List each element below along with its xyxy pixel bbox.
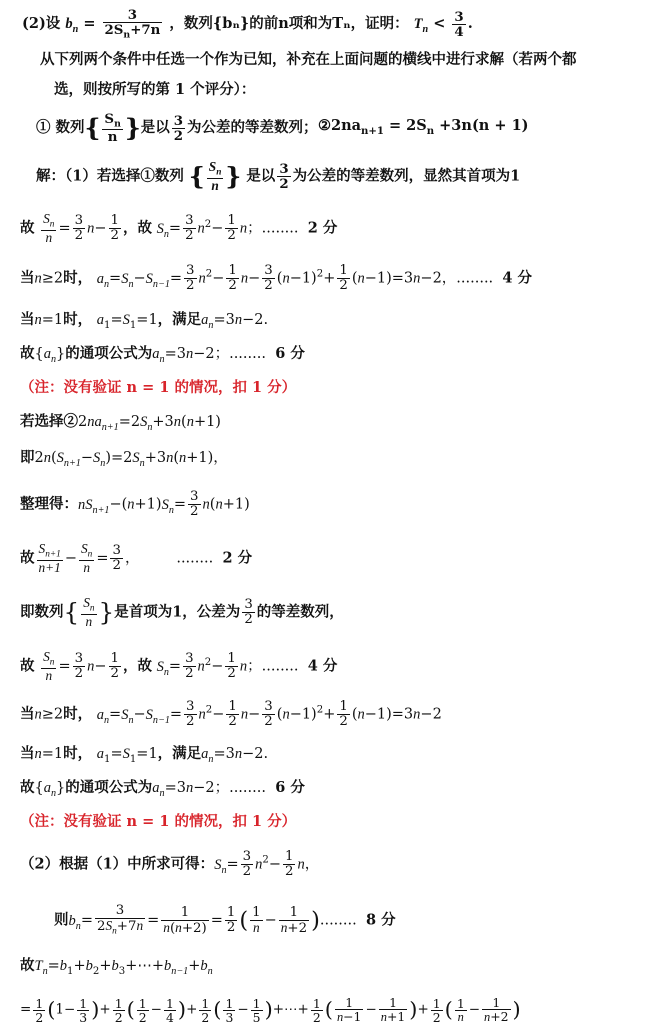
step-ji: 即$2n(S_{n+1}-S_n)=2S_n+3n(n+1)$， [20, 449, 228, 469]
case-n-1-b: 当n=1时， $a_1=S_1=1$，满足$a_n=3n-2$. [20, 745, 269, 765]
instruction-line-2: 选，则按所写的第 1 个评分）： [54, 81, 256, 98]
problem-text: ，数列{bₙ}的前n项和为Tₙ，证明： [169, 15, 409, 33]
problem-label: (2)设 [22, 15, 61, 33]
formula-sn-over-n: 故 $\frac{S_n}{n}$ = $\frac{3}{2}$ n− $\frac{1}{2}$ ，故 $S_n=$ $\frac{3}{2}$ $n^2-$ $\frac{1}{2}$ n；........ 2 分 [20, 211, 338, 246]
choose-condition-2: 若选择$②2na_{n+1}=2S_n+3n(n+1)$ [20, 413, 221, 433]
note-2: （注：没有验证 n = 1 的情况，扣 1 分） [20, 813, 297, 830]
case-n-1: 当n=1时， $a_1=S_1=1$，满足$a_n=3n-2$. [20, 311, 269, 331]
instruction-line-1: 从下列两个条件中任选一个作为已知，补充在上面问题的横线中进行求解（若两个都 [40, 51, 577, 68]
solution-intro: 解：（1）若选择①数列 { $\frac{S_n}{n}$ } 是以 $\frac{3}{2}$ 为公差的等差数列，显然其首项为1 [36, 159, 521, 194]
formula-an-n-ge-2-b: 当n≥2时， $a_n=S_n-S_{n-1}=$ $\frac{3}{2}$ $n^2-$ $\frac{1}{2}$ n− $\frac{3}{2}$ $(n-1)^2+$ $\frac{1}{2}$ (n−1)=3n−2 [20, 699, 442, 729]
formula-an-n-ge-2: 当n≥2时， $a_n=S_n-S_{n-1}=$ $\frac{3}{2}$ $n^2-$ $\frac{1}{2}$ n− $\frac{3}{2}$ $(n-1)^2+$ $\frac{1}{2}$ (n−1)=3n−2，........ 4 分 [20, 263, 533, 293]
note-1: （注：没有验证 n = 1 的情况，扣 1 分） [20, 379, 297, 396]
condition-2: $②2na_{n+1} = 2S_n +3n(n + 1)$ [318, 117, 529, 137]
part-2-intro: （2）根据（1）中所求可得：$S_n=$ $\frac{3}{2}$ $n^2-$ $\frac{1}{2}$ n， [20, 849, 320, 879]
step-arrange: 整理得：$nS_{n+1}-(n+1)S_n=$ $\frac{3}{2}$ n(n+1) [20, 489, 250, 519]
general-formula-b: 故$\{a_n\}$的通项公式为$a_n=3n-2$；........ 6 分 [20, 779, 305, 799]
step-sequence: 即数列{ $\frac{S_n}{n}$ }是首项为1，公差为 $\frac{3}{2}$ 的等差数列， [20, 595, 344, 630]
formula-tn-sum: 故$T_n=b_1+b_2+b_3+\cdots+b_{n-1}+b_n$ [20, 957, 213, 977]
formula-sn-over-n-2: 故 $\frac{S_n}{n}$ = $\frac{3}{2}$ n− $\frac{1}{2}$ ，故 $S_n=$ $\frac{3}{2}$ $n^2-$ $\frac{1}{2}$ n；........ 4 分 [20, 649, 338, 684]
formula-bn: 则$b_n=$ $\frac{3}{2S_n+7n}$ = $\frac{1}{n(n+2)}$ = $\frac{1}{2}$ ( $\frac{1}{n}$ − $\frac{1}{n+2}$ )........ 8 分 [54, 903, 396, 937]
condition-1: ① 数列{ $\frac{S_n}{n}$ }是以 $\frac{3}{2}$ 为公差的等差数列； [36, 111, 318, 146]
step-difference: 故 $\frac{S_{n+1}}{n+1}$ − $\frac{S_n}{n}$ = $\frac{3}{2}$ ， ........ 2 分 [20, 541, 253, 576]
problem-statement: (2)设 $b_n$ = $\frac{3}{2S_n+7n}$ ，数列{bₙ}的前n项和为Tₙ，证明： $T_n$ < $\frac{3}{4}$ . [22, 7, 473, 41]
general-formula: 故$\{a_n\}$的通项公式为$a_n=3n-2$；........ 6 分 [20, 345, 305, 365]
formula-tn-expanded: = $\frac{1}{2}$ (1− $\frac{1}{3}$ )+ $\frac{1}{2}$ ( $\frac{1}{2}$ − $\frac{1}{4}$ )+ $\frac{1}{2}$ ( $\frac{1}{3}$ − $\frac{1}{5}$ )+⋯+ $\frac{1}{2}$ ( $\frac{1}{n-1}$ − $\frac{1}{n+1}$ )+ $\frac{1}{2}$ ( $\frac{1}{n}$ − $\frac{1}{n+2}$ ) [20, 995, 521, 1025]
